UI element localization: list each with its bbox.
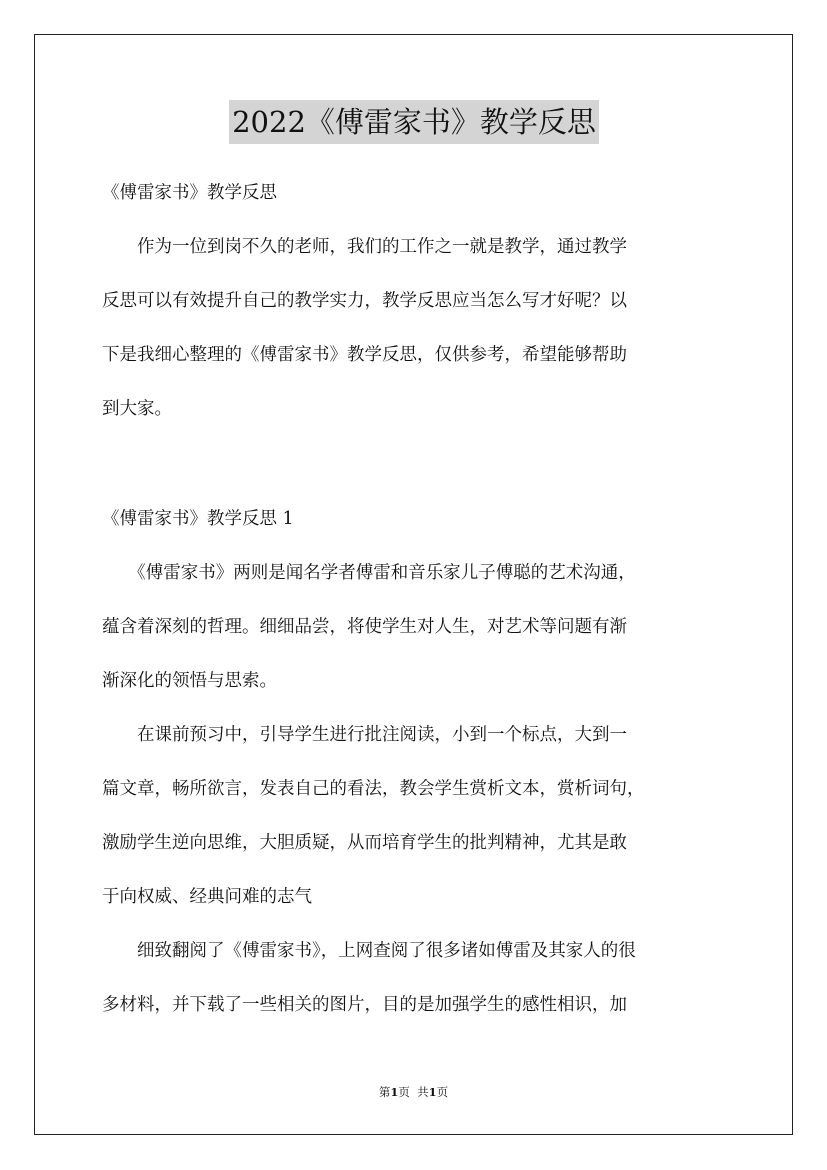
page-footer <box>0 1084 827 1100</box>
section-line: 蕴含着深刻的哲理。细细品尝，将使学生对人生，对艺术等问题有渐 <box>102 617 627 637</box>
section-line: 渐深化的领悟与思索。 <box>102 671 277 691</box>
footer-total-suffix: 页 <box>436 1085 449 1099</box>
section-heading: 《傅雷家书》教学反思 1 <box>102 509 294 529</box>
section-line: 《傅雷家书》两则是闻名学者傅雷和音乐家儿子傅聪的艺术沟通， <box>102 563 636 583</box>
document-subtitle: 《傅雷家书》教学反思 <box>102 183 277 203</box>
section-line: 细致翻阅了《傅雷家书》，上网查阅了很多诸如傅雷及其家人的很 <box>102 941 636 961</box>
document-title: 2022《傅雷家书》教学反思 <box>229 100 599 144</box>
section-line: 在课前预习中，引导学生进行批注阅读，小到一个标点，大到一 <box>102 725 627 745</box>
intro-line: 下是我细心整理的《傅雷家书》教学反思，仅供参考，希望能够帮助 <box>102 345 627 365</box>
footer-page-suffix: 页 <box>398 1085 410 1099</box>
intro-line: 到大家。 <box>102 399 172 419</box>
footer-total-prefix: 共 <box>417 1085 429 1099</box>
intro-line: 作为一位到岗不久的老师，我们的工作之一就是教学，通过教学 <box>102 237 627 257</box>
section-line: 激励学生逆向思维，大胆质疑，从而培育学生的批判精神，尤其是敢 <box>102 833 627 853</box>
section-line: 篇文章，畅所欲言，发表自己的看法，教会学生赏析文本，赏析词句， <box>102 779 645 799</box>
footer-total-number: 1 <box>428 1085 437 1099</box>
footer-page-prefix: 第 <box>378 1085 391 1099</box>
intro-line: 反思可以有效提升自己的教学实力，教学反思应当怎么写才好呢？以 <box>102 291 627 311</box>
section-line: 于向权威、经典问难的志气 <box>102 887 312 907</box>
section-line: 多材料，并下载了一些相关的图片，目的是加强学生的感性相识，加 <box>102 995 627 1015</box>
footer-page-number: 1 <box>390 1085 399 1099</box>
